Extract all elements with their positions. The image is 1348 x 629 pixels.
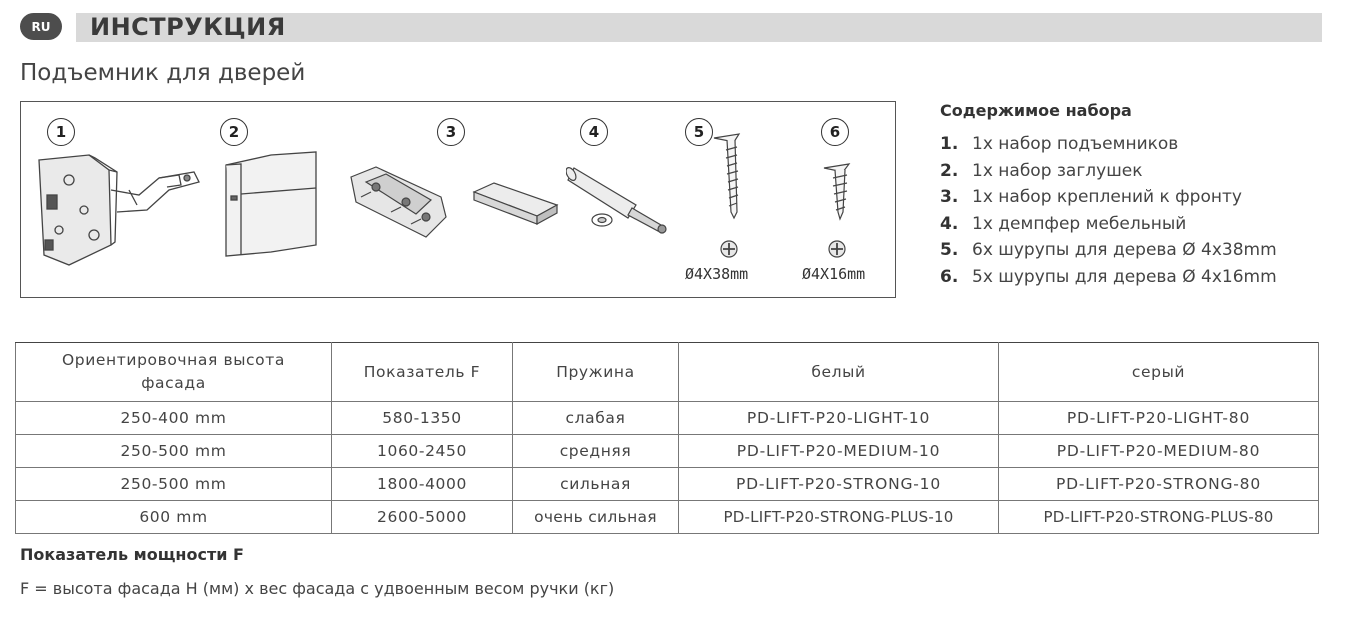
spacer-block-icon xyxy=(469,180,564,230)
phillips-head-icon xyxy=(827,239,847,259)
table-cell: PD-LIFT-P20-LIGHT-80 xyxy=(999,402,1319,435)
list-item: 3. 1x набор креплений к фронту xyxy=(940,187,1242,208)
part-number-2: 2 xyxy=(220,118,248,146)
table-cell: 1060-2450 xyxy=(332,435,513,468)
front-bracket-icon xyxy=(346,162,456,242)
table-cell: 1800-4000 xyxy=(332,468,513,501)
header-grey: серый xyxy=(999,343,1319,402)
table-cell: PD-LIFT-P20-LIGHT-10 xyxy=(679,402,999,435)
furniture-damper-icon xyxy=(566,160,686,245)
table-cell: очень сильная xyxy=(513,501,679,534)
power-index-title: Показатель мощности F xyxy=(20,545,244,564)
table-cell: 250-500 mm xyxy=(16,468,332,501)
list-item: 6. 5x шурупы для дерева Ø 4x16mm xyxy=(940,266,1277,287)
table-cell: 250-400 mm xyxy=(16,402,332,435)
header-white: белый xyxy=(679,343,999,402)
table-cell: слабая xyxy=(513,402,679,435)
list-item: 2. 1x набор заглушек xyxy=(940,160,1143,181)
lift-mechanism-icon xyxy=(29,150,209,270)
table-cell: PD-LIFT-P20-STRONG-PLUS-80 xyxy=(999,501,1319,534)
short-screw-icon xyxy=(821,162,861,222)
specification-table xyxy=(15,342,1319,534)
list-item: 4. 1x демпфер мебельный xyxy=(940,213,1187,234)
table-row xyxy=(16,435,1319,468)
header-title: ИНСТРУКЦИЯ xyxy=(90,13,286,41)
table-row xyxy=(16,468,1319,501)
table-cell: PD-LIFT-P20-STRONG-PLUS-10 xyxy=(679,501,999,534)
list-item: 1. 1x набор подъемников xyxy=(940,134,1179,154)
header-f-index: Показатель F xyxy=(332,343,513,402)
page-title: Подъемник для дверей xyxy=(20,60,306,86)
table-cell: сильная xyxy=(513,468,679,501)
power-index-formula: F = высота фасада H (мм) x вес фасада с удвоенным весом ручки (кг) xyxy=(20,579,615,598)
table-cell: 250-500 mm xyxy=(16,435,332,468)
table-cell: PD-LIFT-P20-MEDIUM-80 xyxy=(999,435,1319,468)
table-cell: PD-LIFT-P20-MEDIUM-10 xyxy=(679,435,999,468)
part-number-6: 6 xyxy=(821,118,849,146)
table-cell: 600 mm xyxy=(16,501,332,534)
part-number-4: 4 xyxy=(580,118,608,146)
table-cell: 580-1350 xyxy=(332,402,513,435)
list-item: 5. 6x шурупы для дерева Ø 4x38mm xyxy=(940,240,1277,261)
part-number-3: 3 xyxy=(437,118,465,146)
phillips-head-icon xyxy=(719,239,739,259)
table-cell: 2600-5000 xyxy=(332,501,513,534)
table-header-row xyxy=(16,343,1319,402)
part-number-5: 5 xyxy=(685,118,713,146)
header-spring: Пружина xyxy=(513,343,679,402)
parts-illustration-box xyxy=(20,101,896,298)
cover-caps-icon xyxy=(221,150,331,260)
screw-size-label-16: Ø4X16mm xyxy=(802,265,866,283)
table-row xyxy=(16,402,1319,435)
table-cell: PD-LIFT-P20-STRONG-10 xyxy=(679,468,999,501)
table-cell: PD-LIFT-P20-STRONG-80 xyxy=(999,468,1319,501)
header-facade-height: Ориентировочная высота фасада xyxy=(16,343,332,402)
table-cell: средняя xyxy=(513,435,679,468)
screw-size-label-38: Ø4X38mm xyxy=(685,265,749,283)
table-row xyxy=(16,501,1319,534)
part-number-1: 1 xyxy=(47,118,75,146)
contents-title: Содержимое набора xyxy=(940,101,1132,120)
long-screw-icon xyxy=(709,130,759,220)
contents-list xyxy=(940,134,1277,294)
language-badge: RU xyxy=(20,13,62,40)
